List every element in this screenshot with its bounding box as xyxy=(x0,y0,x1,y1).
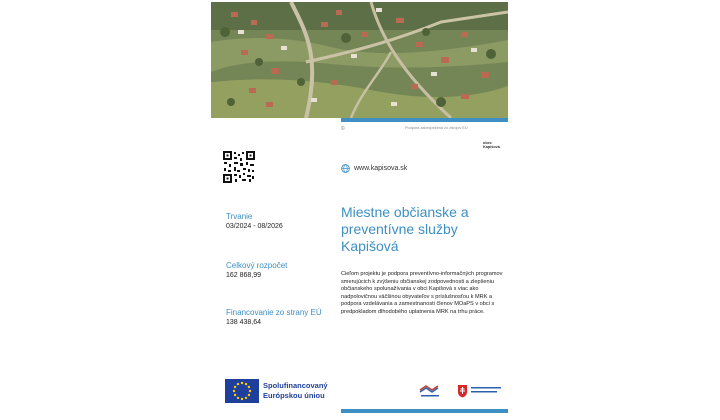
eu-flag-icon xyxy=(225,379,259,403)
header-note: Podpora zabezpečená zo zdrojov EÚ xyxy=(405,126,468,130)
project-description: Cieľom projektu je podpora preventívno-informačných programov smerujúcich k zvýšeniu občianskej zodpovednosti a zlepšeniu občianskeho spolunažívania v obci Kapišová s viac ako nadpolovičnou väčšinou obyvateľov s príslušnosťou k MRK a podpora vzdelávania a zamestnanosti členov MOaPS v obci s predpokladom dlhodobého uplatnenia MRK na trhu práce. xyxy=(341,271,503,315)
duration-label: Trvanie xyxy=(226,212,253,221)
eu-funding-label: Financovanie zo strany EÚ xyxy=(226,308,322,317)
left-column xyxy=(211,122,339,416)
qr-code-icon[interactable] xyxy=(223,151,255,183)
project-title: Miestne občianske a preventívne služby Kapišová xyxy=(341,204,469,254)
circle-marker-icon: © xyxy=(341,126,345,132)
right-column xyxy=(341,122,508,412)
slovak-government-logo-icon xyxy=(457,384,505,398)
eu-cofunded-text: Spolufinancovaný Európskou úniou xyxy=(263,381,328,400)
village-aerial-photo xyxy=(211,2,508,118)
bottom-accent-rule xyxy=(341,409,508,413)
eu-funding-value: 138 438,64 xyxy=(226,319,262,326)
poster xyxy=(211,2,508,416)
program-logo-icon xyxy=(418,384,442,398)
budget-label: Celkový rozpočet xyxy=(226,261,288,270)
globe-icon xyxy=(341,164,350,173)
website-link[interactable]: www.kapisova.sk xyxy=(354,165,408,172)
budget-value: 162 868,99 xyxy=(226,272,262,279)
eu-cofunded-logo xyxy=(225,377,337,405)
municipality-tag: obec Kapišová xyxy=(483,141,500,149)
duration-value: 03/2024 - 08/2026 xyxy=(226,223,283,230)
